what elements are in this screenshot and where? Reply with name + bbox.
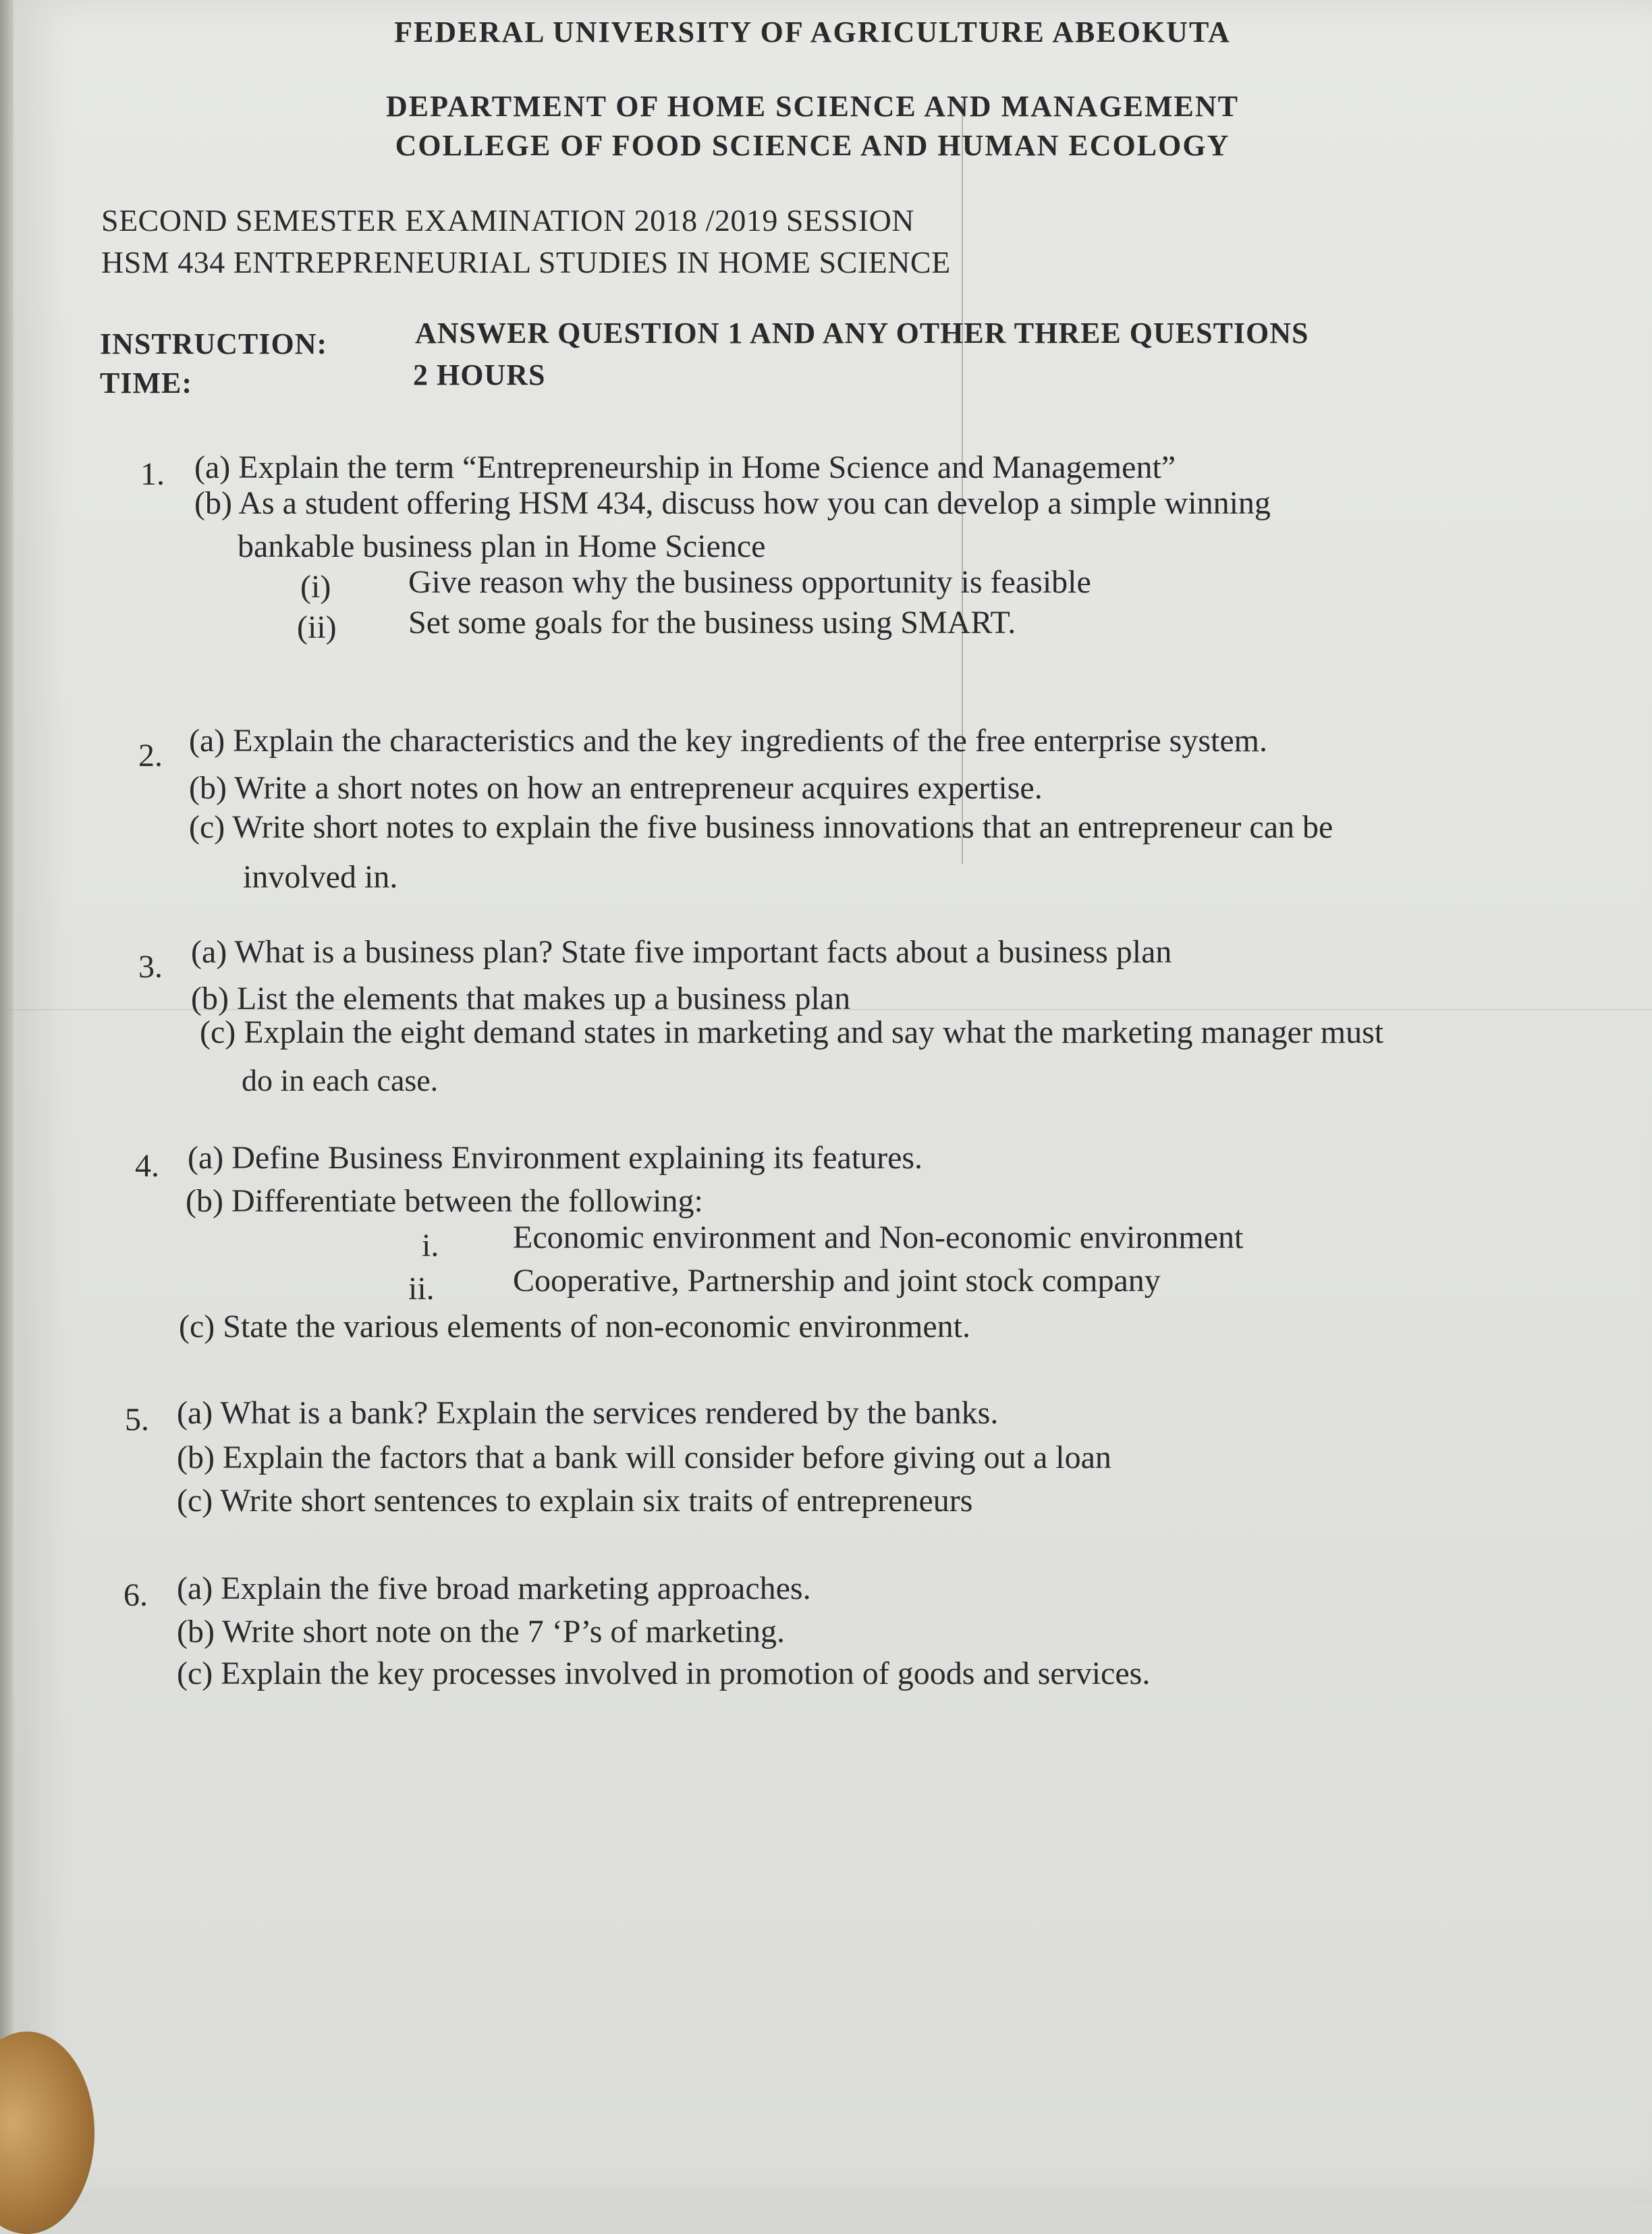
instruction-label: INSTRUCTION: bbox=[100, 327, 328, 360]
question-line: (a) Define Business Environment explaining its features. bbox=[188, 1140, 923, 1176]
subitem-text: Give reason why the business opportunity is feasible bbox=[408, 564, 1091, 600]
subitem-text: Set some goals for the business using SMART. bbox=[408, 605, 1016, 641]
question-number: 3. bbox=[138, 949, 163, 985]
question-line: (c) Write short notes to explain the five business innovations that an entrepreneur can be bbox=[189, 809, 1333, 845]
subitem-text: Cooperative, Partnership and joint stock company bbox=[513, 1263, 1161, 1299]
question-line: (b) Write short note on the 7 ‘P’s of marketing. bbox=[177, 1614, 786, 1650]
exam-session: SECOND SEMESTER EXAMINATION 2018 /2019 SESSION bbox=[101, 203, 915, 238]
page-left-edge bbox=[0, 0, 13, 2203]
time-value: 2 HOURS bbox=[413, 358, 546, 391]
question-line: (b) List the elements that makes up a business plan bbox=[191, 981, 851, 1016]
college-name: COLLEGE OF FOOD SCIENCE AND HUMAN ECOLOGY bbox=[395, 129, 1230, 162]
question-number: 6. bbox=[123, 1577, 148, 1613]
question-number: 1. bbox=[140, 456, 165, 492]
time-label: TIME: bbox=[100, 366, 192, 400]
university-name: FEDERAL UNIVERSITY OF AGRICULTURE ABEOKUTA bbox=[394, 16, 1231, 49]
subitem-marker: ii. bbox=[408, 1271, 435, 1307]
question-line: (b) Explain the factors that a bank will consider before giving out a loan bbox=[177, 1440, 1111, 1475]
question-number: 5. bbox=[125, 1402, 149, 1438]
question-line: (b) As a student offering HSM 434, discuss how you can develop a simple winning bbox=[194, 485, 1271, 521]
question-line: (a) Explain the characteristics and the key ingredients of the free enterprise system. bbox=[189, 723, 1268, 759]
question-number: 2. bbox=[138, 738, 163, 773]
question-number: 4. bbox=[135, 1148, 159, 1184]
question-line: (a) What is a business plan? State five important facts about a business plan bbox=[191, 934, 1172, 970]
question-line: do in each case. bbox=[242, 1063, 439, 1097]
subitem-marker: i. bbox=[422, 1228, 439, 1263]
subitem-marker: (ii) bbox=[297, 609, 337, 645]
question-line: (a) Explain the term “Entrepreneurship in Home Science and Management” bbox=[194, 449, 1176, 485]
question-line: (c) State the various elements of non-economic environment. bbox=[179, 1309, 970, 1344]
subitem-text: Economic environment and Non-economic environment bbox=[513, 1220, 1244, 1255]
question-line: (b) Write a short notes on how an entrepreneur acquires expertise. bbox=[189, 770, 1043, 806]
question-line: (c) Explain the key processes involved in promotion of goods and services. bbox=[177, 1656, 1151, 1691]
question-line: (c) Write short sentences to explain six traits of entrepreneurs bbox=[177, 1483, 973, 1519]
subitem-marker: (i) bbox=[300, 569, 331, 605]
department-name: DEPARTMENT OF HOME SCIENCE AND MANAGEMENT bbox=[385, 90, 1240, 123]
question-line: involved in. bbox=[243, 859, 398, 895]
question-line: (b) Differentiate between the following: bbox=[186, 1183, 703, 1219]
course-title: HSM 434 ENTREPRENEURIAL STUDIES IN HOME SCIENCE bbox=[101, 245, 951, 279]
question-line: (c) Explain the eight demand states in marketing and say what the marketing manager must bbox=[200, 1014, 1384, 1050]
question-line: bankable business plan in Home Science bbox=[238, 528, 766, 564]
instruction-text: ANSWER QUESTION 1 AND ANY OTHER THREE QUESTIONS bbox=[415, 317, 1309, 350]
question-line: (a) Explain the five broad marketing approaches. bbox=[177, 1571, 811, 1606]
question-line: (a) What is a bank? Explain the services rendered by the banks. bbox=[177, 1395, 999, 1431]
